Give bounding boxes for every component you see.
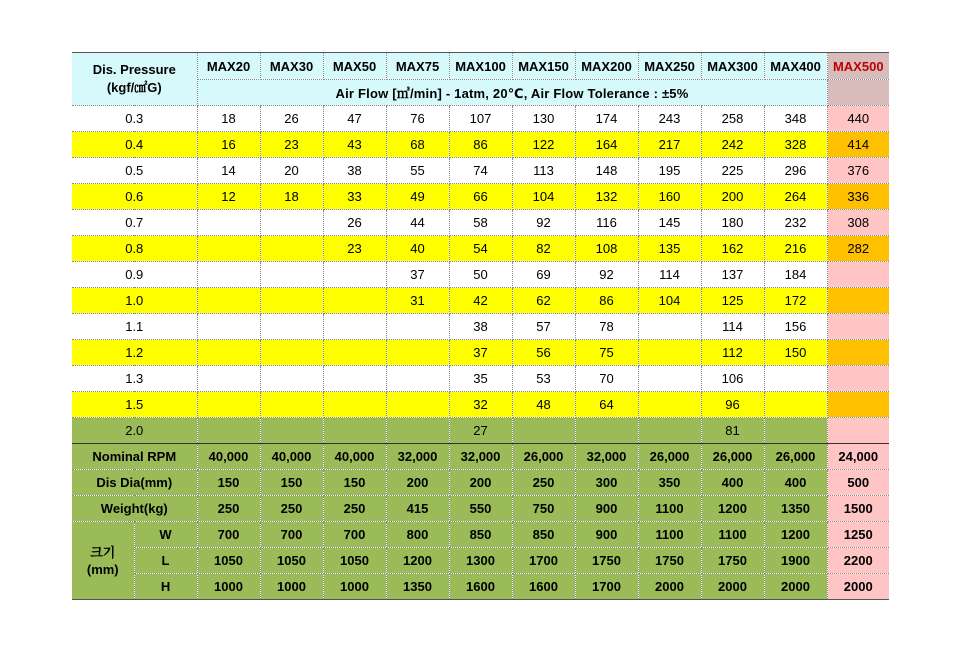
airflow-cell [197, 340, 260, 366]
pressure-cell: 0.5 [72, 158, 197, 184]
spec-cell: 1100 [638, 496, 701, 522]
size-cell: 850 [512, 522, 575, 548]
airflow-cell: 57 [512, 314, 575, 340]
airflow-cell-max500 [827, 392, 889, 418]
airflow-cell: 258 [701, 106, 764, 132]
size-label [72, 522, 134, 600]
airflow-cell [260, 210, 323, 236]
airflow-cell-max500 [827, 262, 889, 288]
spec-cell: 150 [260, 470, 323, 496]
airflow-note-max500-cell [827, 80, 889, 106]
airflow-cell: 92 [575, 262, 638, 288]
model-header: MAX400 [764, 53, 827, 80]
airflow-cell: 55 [386, 158, 449, 184]
spec-cell: 26,000 [512, 444, 575, 470]
spec-cell: 250 [260, 496, 323, 522]
size-cell: 1000 [260, 574, 323, 600]
model-header: MAX250 [638, 53, 701, 80]
airflow-cell: 18 [260, 184, 323, 210]
pressure-cell: 1.2 [72, 340, 197, 366]
airflow-cell: 31 [386, 288, 449, 314]
airflow-cell: 38 [449, 314, 512, 340]
airflow-cell: 137 [701, 262, 764, 288]
spec-cell-max500: 24,000 [827, 444, 889, 470]
size-cell: 1700 [512, 548, 575, 574]
airflow-cell: 174 [575, 106, 638, 132]
airflow-cell [197, 366, 260, 392]
size-cell: 1750 [638, 548, 701, 574]
size-cell: 2000 [764, 574, 827, 600]
airflow-cell: 64 [575, 392, 638, 418]
pressure-header-line2: (kgf/㎠G) [106, 80, 162, 95]
size-cell-max500: 2000 [827, 574, 889, 600]
spec-cell: 40,000 [260, 444, 323, 470]
airflow-cell-max500 [827, 288, 889, 314]
size-cell: 900 [575, 522, 638, 548]
airflow-cell [260, 340, 323, 366]
airflow-cell: 106 [701, 366, 764, 392]
airflow-row [72, 184, 889, 210]
pressure-cell: 0.7 [72, 210, 197, 236]
size-cell: 700 [197, 522, 260, 548]
spec-cell-max500: 500 [827, 470, 889, 496]
airflow-cell-max500: 376 [827, 158, 889, 184]
spec-cell: 250 [512, 470, 575, 496]
airflow-cell: 50 [449, 262, 512, 288]
spec-label: Dis Dia(mm) [72, 470, 197, 496]
airflow-cell [512, 418, 575, 444]
size-cell: 1050 [197, 548, 260, 574]
size-dim-label: H [134, 574, 197, 600]
size-cell-max500: 1250 [827, 522, 889, 548]
airflow-cell: 44 [386, 210, 449, 236]
airflow-cell: 132 [575, 184, 638, 210]
size-cell: 1600 [449, 574, 512, 600]
airflow-cell: 81 [701, 418, 764, 444]
airflow-cell [764, 418, 827, 444]
airflow-cell: 172 [764, 288, 827, 314]
pressure-cell: 0.9 [72, 262, 197, 288]
model-header: MAX100 [449, 53, 512, 80]
airflow-cell: 164 [575, 132, 638, 158]
airflow-cell: 66 [449, 184, 512, 210]
airflow-cell [197, 262, 260, 288]
airflow-cell: 113 [512, 158, 575, 184]
spec-cell: 40,000 [323, 444, 386, 470]
airflow-cell [197, 288, 260, 314]
size-cell: 1000 [197, 574, 260, 600]
airflow-cell: 23 [260, 132, 323, 158]
model-header: MAX200 [575, 53, 638, 80]
airflow-cell: 49 [386, 184, 449, 210]
airflow-cell [260, 262, 323, 288]
spec-label: Nominal RPM [72, 444, 197, 470]
airflow-cell [260, 314, 323, 340]
airflow-cell-max500 [827, 314, 889, 340]
airflow-cell: 200 [701, 184, 764, 210]
airflow-cell-max500: 308 [827, 210, 889, 236]
spec-cell: 40,000 [197, 444, 260, 470]
size-row [72, 522, 889, 548]
airflow-cell: 56 [512, 340, 575, 366]
airflow-cell: 107 [449, 106, 512, 132]
airflow-cell: 82 [512, 236, 575, 262]
airflow-cell [260, 418, 323, 444]
airflow-cell: 74 [449, 158, 512, 184]
spec-cell: 26,000 [638, 444, 701, 470]
airflow-cell: 38 [323, 158, 386, 184]
spec-cell: 1350 [764, 496, 827, 522]
airflow-cell: 58 [449, 210, 512, 236]
spec-cell: 250 [197, 496, 260, 522]
airflow-cell [197, 392, 260, 418]
size-cell: 2000 [701, 574, 764, 600]
airflow-cell [197, 418, 260, 444]
airflow-cell: 217 [638, 132, 701, 158]
size-cell: 1200 [764, 522, 827, 548]
airflow-cell: 16 [197, 132, 260, 158]
airflow-cell: 243 [638, 106, 701, 132]
airflow-cell: 184 [764, 262, 827, 288]
airflow-cell: 86 [575, 288, 638, 314]
spec-cell: 300 [575, 470, 638, 496]
spec-label: Weight(kg) [72, 496, 197, 522]
airflow-cell: 12 [197, 184, 260, 210]
airflow-row [72, 106, 889, 132]
airflow-row [72, 158, 889, 184]
pressure-header-line1: Dis. Pressure [92, 62, 176, 77]
airflow-cell [638, 392, 701, 418]
airflow-cell: 104 [638, 288, 701, 314]
airflow-row [72, 210, 889, 236]
airflow-cell [638, 314, 701, 340]
pressure-cell: 0.3 [72, 106, 197, 132]
header-row-models [72, 53, 889, 80]
spec-cell: 415 [386, 496, 449, 522]
airflow-cell: 145 [638, 210, 701, 236]
size-cell: 1300 [449, 548, 512, 574]
airflow-cell: 348 [764, 106, 827, 132]
spec-cell: 32,000 [386, 444, 449, 470]
size-cell: 700 [260, 522, 323, 548]
spec-cell: 900 [575, 496, 638, 522]
size-cell: 1750 [575, 548, 638, 574]
airflow-cell-max500: 414 [827, 132, 889, 158]
airflow-row [72, 236, 889, 262]
airflow-cell: 18 [197, 106, 260, 132]
airflow-cell: 180 [701, 210, 764, 236]
airflow-row [72, 392, 889, 418]
model-header: MAX50 [323, 53, 386, 80]
spec-cell: 750 [512, 496, 575, 522]
airflow-cell: 32 [449, 392, 512, 418]
airflow-cell [323, 366, 386, 392]
airflow-cell: 37 [449, 340, 512, 366]
spec-cell: 200 [449, 470, 512, 496]
airflow-cell: 62 [512, 288, 575, 314]
airflow-cell: 35 [449, 366, 512, 392]
airflow-cell: 70 [575, 366, 638, 392]
pressure-cell: 0.6 [72, 184, 197, 210]
airflow-cell: 130 [512, 106, 575, 132]
airflow-cell-max500 [827, 366, 889, 392]
spec-cell: 26,000 [701, 444, 764, 470]
spec-row [72, 496, 889, 522]
airflow-row [72, 314, 889, 340]
spec-cell: 200 [386, 470, 449, 496]
airflow-cell: 108 [575, 236, 638, 262]
size-cell: 1100 [701, 522, 764, 548]
size-cell: 800 [386, 522, 449, 548]
airflow-row [72, 288, 889, 314]
airflow-cell [764, 366, 827, 392]
spec-cell: 32,000 [575, 444, 638, 470]
airflow-row [72, 262, 889, 288]
pressure-cell: 0.8 [72, 236, 197, 262]
airflow-cell: 76 [386, 106, 449, 132]
spec-cell: 350 [638, 470, 701, 496]
spec-cell: 150 [197, 470, 260, 496]
airflow-cell [197, 210, 260, 236]
airflow-cell-max500: 336 [827, 184, 889, 210]
airflow-cell: 150 [764, 340, 827, 366]
airflow-cell: 296 [764, 158, 827, 184]
size-row [72, 574, 889, 600]
airflow-cell: 104 [512, 184, 575, 210]
airflow-cell [260, 288, 323, 314]
size-cell-max500: 2200 [827, 548, 889, 574]
spec-row [72, 470, 889, 496]
airflow-cell: 23 [323, 236, 386, 262]
airflow-cell [638, 418, 701, 444]
airflow-cell [575, 418, 638, 444]
size-cell: 1000 [323, 574, 386, 600]
airflow-cell: 114 [701, 314, 764, 340]
spec-cell: 26,000 [764, 444, 827, 470]
airflow-cell [323, 262, 386, 288]
airflow-cell: 37 [386, 262, 449, 288]
airflow-cell: 43 [323, 132, 386, 158]
airflow-cell [386, 314, 449, 340]
airflow-cell: 26 [323, 210, 386, 236]
airflow-cell: 47 [323, 106, 386, 132]
model-header: MAX30 [260, 53, 323, 80]
spec-cell: 400 [764, 470, 827, 496]
size-dim-label: W [134, 522, 197, 548]
pressure-cell: 2.0 [72, 418, 197, 444]
airflow-note: Air Flow [㎥/min] - 1atm, 20℃, Air Flow Tolerance : ±5% [197, 80, 827, 106]
airflow-cell: 86 [449, 132, 512, 158]
airflow-cell: 242 [701, 132, 764, 158]
airflow-cell [260, 236, 323, 262]
model-header-max500: MAX500 [827, 53, 889, 80]
airflow-cell: 78 [575, 314, 638, 340]
pressure-cell: 1.3 [72, 366, 197, 392]
airflow-cell [323, 288, 386, 314]
airflow-cell: 27 [449, 418, 512, 444]
airflow-cell [386, 340, 449, 366]
airflow-cell [260, 366, 323, 392]
airflow-cell: 122 [512, 132, 575, 158]
airflow-cell [638, 366, 701, 392]
airflow-cell [197, 236, 260, 262]
airflow-cell: 112 [701, 340, 764, 366]
airflow-cell: 40 [386, 236, 449, 262]
airflow-cell: 54 [449, 236, 512, 262]
size-cell: 1900 [764, 548, 827, 574]
pressure-cell: 1.1 [72, 314, 197, 340]
size-cell: 1750 [701, 548, 764, 574]
airflow-cell-max500 [827, 418, 889, 444]
size-label-line1: 크기 [90, 544, 116, 560]
spec-cell: 250 [323, 496, 386, 522]
airflow-cell [386, 366, 449, 392]
model-header: MAX150 [512, 53, 575, 80]
size-dim-label: L [134, 548, 197, 574]
airflow-cell [764, 392, 827, 418]
airflow-cell [323, 314, 386, 340]
airflow-cell: 148 [575, 158, 638, 184]
model-header: MAX20 [197, 53, 260, 80]
spec-table [72, 52, 889, 600]
spec-cell: 32,000 [449, 444, 512, 470]
size-cell: 850 [449, 522, 512, 548]
airflow-cell: 216 [764, 236, 827, 262]
airflow-cell [323, 418, 386, 444]
airflow-cell: 232 [764, 210, 827, 236]
size-cell: 700 [323, 522, 386, 548]
airflow-cell: 162 [701, 236, 764, 262]
airflow-cell: 68 [386, 132, 449, 158]
airflow-cell-max500 [827, 340, 889, 366]
spec-table-body [72, 53, 889, 600]
spec-cell: 400 [701, 470, 764, 496]
airflow-row [72, 366, 889, 392]
airflow-cell: 33 [323, 184, 386, 210]
airflow-cell-max500: 440 [827, 106, 889, 132]
size-cell: 1700 [575, 574, 638, 600]
airflow-cell: 53 [512, 366, 575, 392]
airflow-cell [386, 392, 449, 418]
airflow-cell: 42 [449, 288, 512, 314]
airflow-cell: 328 [764, 132, 827, 158]
size-cell: 2000 [638, 574, 701, 600]
size-cell: 1350 [386, 574, 449, 600]
pressure-cell: 1.0 [72, 288, 197, 314]
spec-cell: 1200 [701, 496, 764, 522]
airflow-cell: 135 [638, 236, 701, 262]
airflow-cell [638, 340, 701, 366]
size-cell: 1050 [323, 548, 386, 574]
airflow-cell: 14 [197, 158, 260, 184]
airflow-cell: 20 [260, 158, 323, 184]
airflow-cell: 96 [701, 392, 764, 418]
model-header: MAX75 [386, 53, 449, 80]
airflow-cell-max500: 282 [827, 236, 889, 262]
size-cell: 1100 [638, 522, 701, 548]
airflow-cell: 264 [764, 184, 827, 210]
size-cell: 1050 [260, 548, 323, 574]
airflow-cell: 69 [512, 262, 575, 288]
airflow-cell [260, 392, 323, 418]
pressure-cell: 1.5 [72, 392, 197, 418]
airflow-cell: 114 [638, 262, 701, 288]
airflow-cell: 48 [512, 392, 575, 418]
size-label-line2: (mm) [86, 561, 119, 577]
airflow-row [72, 340, 889, 366]
airflow-cell: 160 [638, 184, 701, 210]
size-row [72, 548, 889, 574]
airflow-row [72, 132, 889, 158]
airflow-cell [197, 314, 260, 340]
airflow-cell [386, 418, 449, 444]
airflow-cell: 116 [575, 210, 638, 236]
airflow-cell: 195 [638, 158, 701, 184]
size-cell: 1600 [512, 574, 575, 600]
spec-row [72, 444, 889, 470]
airflow-cell: 75 [575, 340, 638, 366]
airflow-cell [323, 392, 386, 418]
spec-cell-max500: 1500 [827, 496, 889, 522]
airflow-cell [323, 340, 386, 366]
spec-cell: 150 [323, 470, 386, 496]
size-cell: 1200 [386, 548, 449, 574]
pressure-header [72, 53, 197, 106]
airflow-cell: 125 [701, 288, 764, 314]
spec-cell: 550 [449, 496, 512, 522]
model-header: MAX300 [701, 53, 764, 80]
airflow-row [72, 418, 889, 444]
airflow-cell: 26 [260, 106, 323, 132]
airflow-cell: 156 [764, 314, 827, 340]
airflow-cell: 92 [512, 210, 575, 236]
airflow-cell: 225 [701, 158, 764, 184]
pressure-cell: 0.4 [72, 132, 197, 158]
